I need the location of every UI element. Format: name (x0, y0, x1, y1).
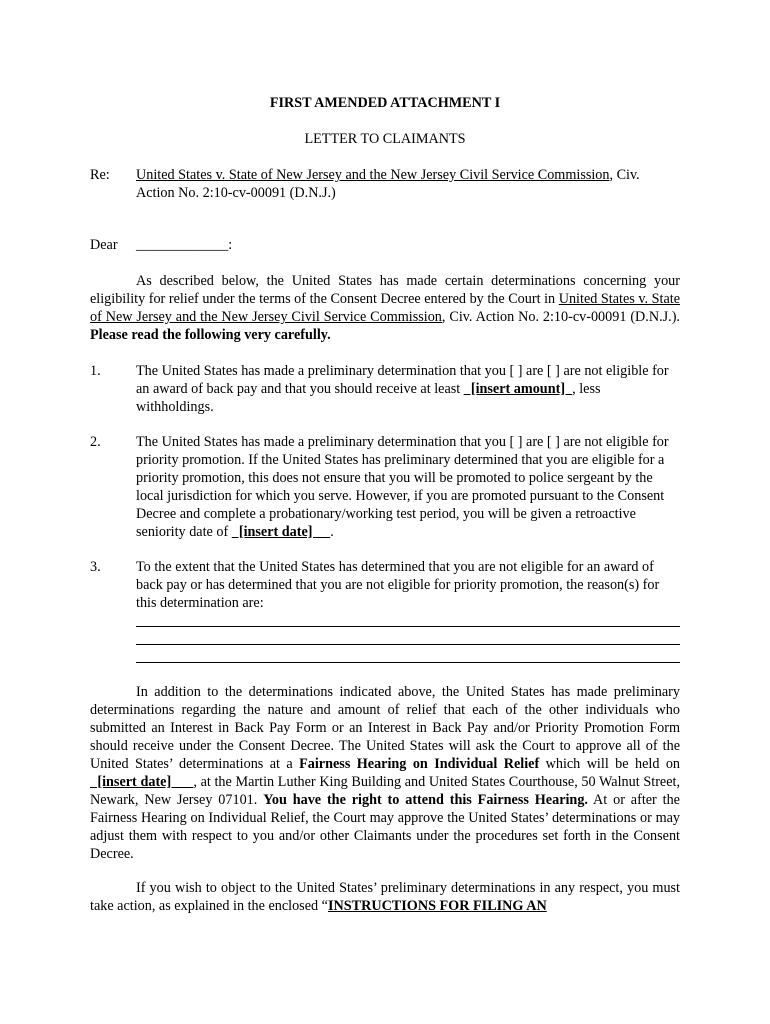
fairness-hearing-bold: Fairness Hearing on Individual Relief (299, 756, 540, 772)
insert-amount-field: [insert amount] (463, 381, 573, 397)
intro-warning: Please read the following very carefully. (90, 327, 331, 343)
item-2 (90, 433, 680, 541)
reason-line (136, 644, 680, 645)
re-line (90, 166, 680, 202)
fairness-text: , at the Martin Luther King Building and United States Courthouse, 50 Walnut Street, Newark, New Jersey 07101. (90, 774, 680, 808)
reason-line (136, 626, 680, 627)
re-action-number: Action No. 2:10-cv-00091 (D.N.J.) (136, 185, 336, 201)
intro-text-after: , Civ. Action No. 2:10-cv-00091 (D.N.J.). (441, 309, 680, 325)
item-text: The United States has made a preliminary determination that you [ ] are [ ] are not eligible for priority promotion. If the United States has preliminary determined that you are eligible for a priority promotion, this does not ensure that you will be promoted to police sergeant by the local jurisdiction for which you serve. However, if you are promoted pursuant to the Consent Decree and complete a probationary/working test period, you will be given a retroactive seniority date of (136, 434, 669, 540)
fairness-paragraph (90, 683, 680, 863)
insert-date-field: [insert date] (90, 774, 194, 790)
insert-date-field: [insert date] (231, 524, 331, 540)
item-text-after: . (330, 524, 334, 540)
item-number: 3. (90, 559, 101, 575)
salutation (90, 236, 680, 254)
objection-paragraph (90, 879, 680, 915)
document-subtitle: LETTER TO CLAIMANTS (304, 131, 466, 147)
item-1 (90, 362, 680, 416)
salutation-blank: _____________: (136, 237, 233, 253)
item-text: The United States has made a preliminary determination that you [ ] are [ ] are not eligible for an award of back pay and that you should receive at least (136, 363, 669, 397)
salutation-label: Dear (90, 237, 118, 253)
fairness-text: which will be held on (539, 756, 681, 772)
intro-text: As described below, the United States has made certain determinations concerning your eligibility for relief under the terms of the Consent Decree entered by the Court in (90, 273, 680, 307)
instructions-heading: INSTRUCTIONS FOR FILING AN (327, 898, 547, 914)
fairness-text: At or after the Fairness Hearing on Individual Relief, the Court may approve the United States’ determinations or may adjust them with respect to you and/or other Claimants under the procedures set forth in the Consent Decree. (90, 792, 680, 862)
item-number: 1. (90, 363, 101, 379)
document-title: FIRST AMENDED ATTACHMENT I (269, 95, 501, 111)
item-number: 2. (90, 434, 101, 450)
reason-line (136, 662, 680, 663)
item-text: To the extent that the United States has determined that you are not eligible for an award of back pay or has determined that you are not eligible for priority promotion, the reason(s) for this determination are: (136, 559, 660, 611)
right-to-attend-bold: You have the right to attend this Fairness Hearing. (263, 792, 588, 808)
intro-case-name: United States v. State of New Jersey and the New Jersey Civil Service Commission (90, 291, 681, 325)
fairness-text: In addition to the determinations indicated above, the United States has made preliminary determinations regarding the nature and amount of relief that each of the other individuals who submitted an Interest in Back Pay Form or an Interest in Back Pay and/or Priority Promotion Form should receive under the Consent Decree. The United States will ask the Court to approve all of the United States’ determinations at a (90, 684, 680, 772)
item-text-after: , less withholdings. (136, 381, 601, 415)
re-label: Re: (90, 167, 110, 183)
item-3 (90, 558, 680, 612)
re-case-name: United States v. State of New Jersey and the New Jersey Civil Service Commission (136, 167, 610, 183)
re-civ: , Civ. (609, 167, 640, 183)
objection-text: If you wish to object to the United States’ preliminary determinations in any respect, you must take action, as explained in the enclosed “ (90, 880, 680, 914)
intro-paragraph (90, 272, 680, 344)
